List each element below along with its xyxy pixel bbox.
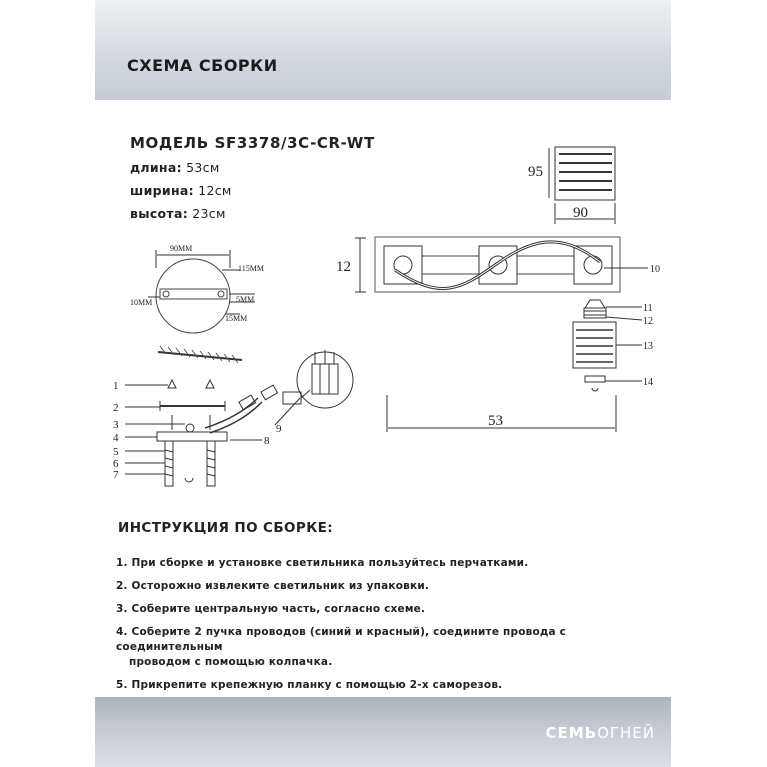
part-label: 1 [113, 380, 119, 392]
part-label: 4 [113, 432, 119, 444]
spec-value: 53см [186, 160, 220, 175]
spec-label: длина: [130, 160, 182, 175]
dim-width-label: 90 [573, 205, 588, 221]
bulb-parts-drawing [573, 300, 653, 391]
dim-label: 15MM [225, 314, 248, 323]
instruction-step [116, 579, 676, 594]
part-label: 3 [113, 419, 119, 431]
step-text: 3. Соберите центральную часть, согласно схеме. [116, 603, 426, 615]
part-label: 5 [113, 446, 119, 458]
part-label: 8 [264, 435, 270, 447]
step-text: 1. При сборке и установке светильника пользуйтесь перчатками. [116, 557, 529, 569]
part-label: 13 [643, 341, 653, 352]
dim-label: 10MM [130, 298, 153, 307]
instructions-title: ИНСТРУКЦИЯ ПО СБОРКЕ: [118, 520, 334, 536]
instruction-step [116, 602, 676, 617]
model-title: МОДЕЛЬ SF3378/3C-CR-WT [130, 134, 375, 152]
step-text: 4. Соберите 2 пучка проводов (синий и красный), соедините провода с соединительным [116, 626, 567, 653]
part-label: 7 [113, 469, 119, 481]
spec-value: 12см [198, 183, 232, 198]
spec-label: ширина: [130, 183, 194, 198]
part-label: 12 [643, 316, 653, 327]
spec-value: 23см [192, 206, 226, 221]
instruction-step [116, 625, 676, 670]
front-view-drawing [336, 237, 660, 432]
brand-light: ОГНЕЙ [597, 724, 655, 742]
brand-bold: СЕМЬ [545, 724, 598, 742]
spec-label: высота: [130, 206, 188, 221]
page-title: СХЕМА СБОРКИ [127, 56, 278, 75]
instruction-step [116, 678, 676, 693]
dim-label: 5MM [236, 295, 255, 304]
mount-assembly-drawing [113, 346, 353, 486]
part-label: 2 [113, 402, 119, 414]
step-text-continued: проводом с помощью колпачка. [129, 656, 333, 668]
part-label: 6 [113, 458, 119, 470]
part-label: 14 [643, 377, 653, 388]
top-view-drawing [528, 147, 615, 224]
part-label: 10 [650, 264, 660, 275]
instruction-step [116, 556, 676, 571]
dim-length-label: 53 [488, 413, 503, 429]
dim-label: 90MM [170, 244, 193, 253]
step-text: 5. Прикрепите крепежную планку с помощью 2-х саморезов. [116, 679, 503, 691]
dim-front-height-label: 12 [336, 259, 351, 275]
part-label: 11 [643, 303, 653, 314]
dim-label: 115MM [238, 264, 264, 273]
dim-height-label: 95 [528, 164, 543, 180]
step-text: 2. Осторожно извлеките светильник из упаковки. [116, 580, 430, 592]
brand-logo [545, 724, 655, 742]
part-label: 9 [276, 423, 282, 435]
canopy-drawing [130, 244, 264, 333]
